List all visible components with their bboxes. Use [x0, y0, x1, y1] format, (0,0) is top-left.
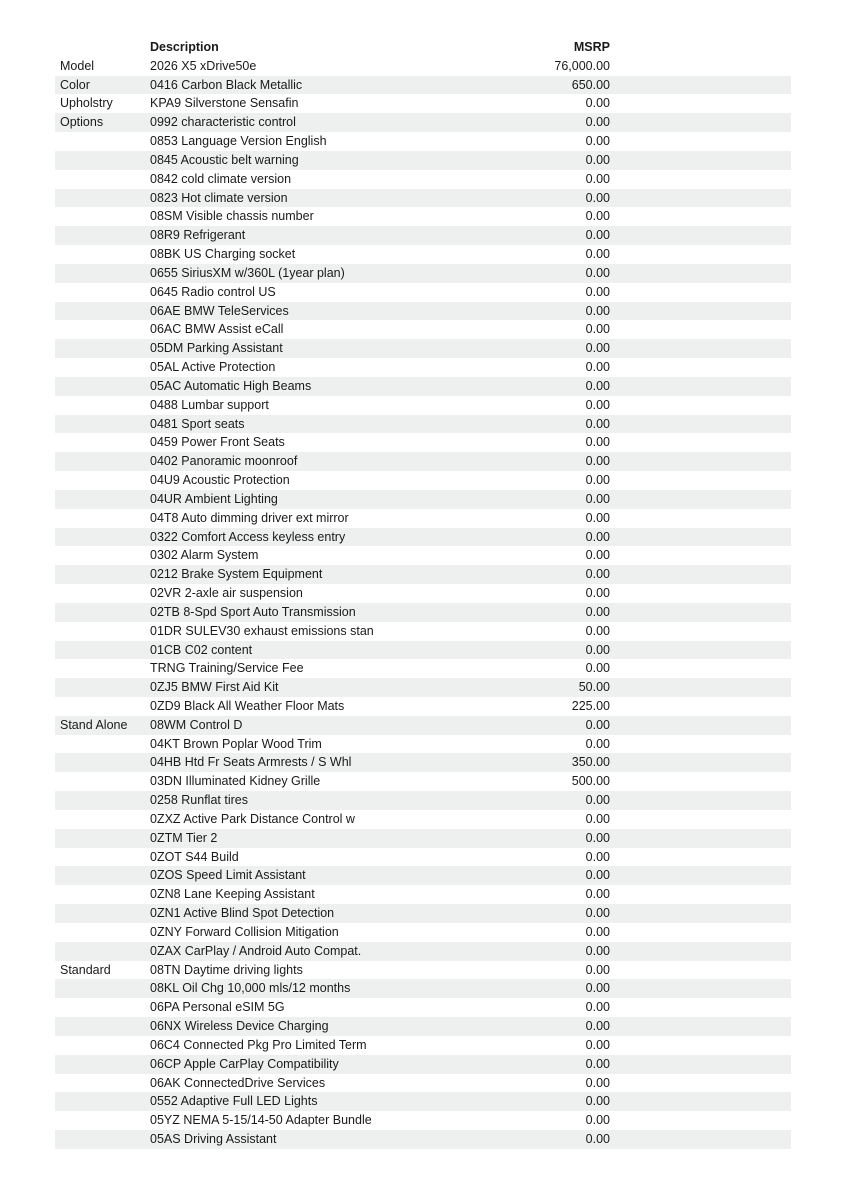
category-cell [55, 829, 150, 848]
msrp-cell: 0.00 [585, 228, 610, 243]
table-row [55, 490, 791, 509]
msrp-cell: 0.00 [585, 322, 610, 337]
msrp-cell: 0.00 [585, 510, 610, 525]
category-cell [55, 358, 150, 377]
table-row [55, 697, 791, 716]
category-cell [55, 866, 150, 885]
description-cell: 01CB C02 content [150, 642, 253, 657]
msrp-cell: 350.00 [571, 755, 610, 770]
msrp-cell: 0.00 [585, 717, 610, 732]
row-spacer [610, 1111, 791, 1130]
table-row [55, 961, 791, 980]
msrp-cell: 0.00 [585, 943, 610, 958]
table-row [55, 113, 791, 132]
category-cell [55, 1130, 150, 1149]
table-row [55, 1130, 791, 1149]
description-cell: 04U9 Acoustic Protection [150, 473, 290, 488]
description-cell: 2026 X5 xDrive50e [150, 58, 257, 73]
description-cell: 0853 Language Version English [150, 134, 327, 149]
msrp-cell: 0.00 [585, 962, 610, 977]
row-spacer [610, 942, 791, 961]
table-row [55, 471, 791, 490]
row-spacer [610, 189, 791, 208]
category-cell [55, 641, 150, 660]
msrp-cell: 0.00 [585, 1132, 610, 1147]
row-spacer [610, 302, 791, 321]
description-cell: 0842 cold climate version [150, 171, 292, 186]
row-spacer [610, 1092, 791, 1111]
msrp-cell: 0.00 [585, 849, 610, 864]
description-cell: 08TN Daytime driving lights [150, 962, 303, 977]
description-cell: 05AL Active Protection [150, 360, 276, 375]
table-row [55, 565, 791, 584]
description-cell: 04KT Brown Poplar Wood Trim [150, 736, 322, 751]
table-row [55, 283, 791, 302]
category-cell [55, 810, 150, 829]
category-cell [55, 1036, 150, 1055]
category-cell [55, 528, 150, 547]
category-cell [55, 1017, 150, 1036]
description-cell: 0ZNY Forward Collision Mitigation [150, 924, 339, 939]
category-cell [55, 189, 150, 208]
msrp-cell: 0.00 [585, 473, 610, 488]
table-row [55, 942, 791, 961]
msrp-cell: 0.00 [585, 171, 610, 186]
category-cell [55, 546, 150, 565]
table-row [55, 659, 791, 678]
category-cell: Standard [60, 962, 111, 977]
msrp-cell: 0.00 [585, 887, 610, 902]
table-row [55, 207, 791, 226]
description-cell: 0488 Lumbar support [150, 397, 269, 412]
category-cell [55, 264, 150, 283]
table-row [55, 245, 791, 264]
table-row [55, 885, 791, 904]
msrp-cell: 0.00 [585, 435, 610, 450]
row-spacer [610, 471, 791, 490]
table-row [55, 1055, 791, 1074]
table-row [55, 509, 791, 528]
category-cell [55, 923, 150, 942]
table-row [55, 1017, 791, 1036]
table-row [55, 433, 791, 452]
table-row [55, 452, 791, 471]
category-cell: Stand Alone [60, 717, 128, 732]
msrp-cell: 0.00 [585, 548, 610, 563]
table-row [55, 866, 791, 885]
msrp-cell: 0.00 [585, 152, 610, 167]
row-spacer [610, 490, 791, 509]
description-cell: 05AC Automatic High Beams [150, 378, 312, 393]
row-spacer [610, 998, 791, 1017]
row-spacer [610, 1074, 791, 1093]
description-cell: 05AS Driving Assistant [150, 1132, 277, 1147]
row-spacer [610, 132, 791, 151]
description-cell: 08BK US Charging socket [150, 247, 296, 262]
category-cell [55, 1092, 150, 1111]
msrp-cell: 0.00 [585, 567, 610, 582]
description-cell: 0655 SiriusXM w/360L (1year plan) [150, 265, 345, 280]
msrp-cell: 0.00 [585, 454, 610, 469]
category-cell [55, 415, 150, 434]
msrp-cell: 0.00 [585, 830, 610, 845]
msrp-cell: 0.00 [585, 586, 610, 601]
row-spacer [610, 753, 791, 772]
msrp-cell: 0.00 [585, 1113, 610, 1128]
description-cell: 0416 Carbon Black Metallic [150, 77, 303, 92]
table-row [55, 603, 791, 622]
description-cell: 06NX Wireless Device Charging [150, 1019, 329, 1034]
category-cell [55, 998, 150, 1017]
row-spacer [610, 509, 791, 528]
msrp-cell: 0.00 [585, 642, 610, 657]
row-spacer [610, 1017, 791, 1036]
msrp-cell: 0.00 [585, 284, 610, 299]
msrp-cell: 0.00 [585, 360, 610, 375]
description-cell: 0552 Adaptive Full LED Lights [150, 1094, 318, 1109]
description-cell: 0322 Comfort Access keyless entry [150, 529, 346, 544]
description-cell: 06PA Personal eSIM 5G [150, 1000, 285, 1015]
description-cell: 04HB Htd Fr Seats Armrests / S Whl [150, 755, 352, 770]
table-header-row [55, 38, 791, 57]
category-cell [55, 772, 150, 791]
table-row [55, 1036, 791, 1055]
msrp-cell: 0.00 [585, 924, 610, 939]
category-cell [55, 377, 150, 396]
category-cell [55, 791, 150, 810]
description-cell: 05YZ NEMA 5-15/14-50 Adapter Bundle [150, 1113, 372, 1128]
table-row [55, 377, 791, 396]
description-cell: 0992 characteristic control [150, 115, 296, 130]
msrp-cell: 500.00 [571, 774, 610, 789]
row-spacer [610, 1036, 791, 1055]
category-cell: Model [60, 58, 95, 73]
description-cell: 0212 Brake System Equipment [150, 567, 323, 582]
category-column-header [55, 38, 150, 57]
description-cell: 08R9 Refrigerant [150, 228, 246, 243]
row-spacer [610, 528, 791, 547]
row-spacer [610, 226, 791, 245]
row-spacer [610, 546, 791, 565]
category-cell [55, 1111, 150, 1130]
row-spacer [610, 866, 791, 885]
row-spacer [610, 810, 791, 829]
description-cell: 0258 Runflat tires [150, 793, 248, 808]
category-cell: Options [60, 115, 104, 130]
table-row [55, 735, 791, 754]
msrp-cell: 0.00 [585, 811, 610, 826]
table-row [55, 998, 791, 1017]
table-row [55, 641, 791, 660]
row-spacer [610, 829, 791, 848]
description-cell: 03DN Illuminated Kidney Grille [150, 774, 321, 789]
msrp-cell: 0.00 [585, 1037, 610, 1052]
category-cell [55, 584, 150, 603]
description-cell: 0ZN1 Active Blind Spot Detection [150, 906, 335, 921]
description-cell: KPA9 Silverstone Sensafin [150, 96, 299, 111]
table-row [55, 979, 791, 998]
row-spacer [610, 885, 791, 904]
category-cell [55, 490, 150, 509]
category-cell [55, 885, 150, 904]
table-row [55, 1074, 791, 1093]
description-cell: 06AC BMW Assist eCall [150, 322, 284, 337]
table-row [55, 528, 791, 547]
msrp-cell: 0.00 [585, 1075, 610, 1090]
row-spacer [610, 396, 791, 415]
category-cell [55, 904, 150, 923]
row-spacer [610, 151, 791, 170]
description-cell: 0ZJ5 BMW First Aid Kit [150, 680, 279, 695]
category-cell [55, 170, 150, 189]
description-cell: 0402 Panoramic moonroof [150, 454, 298, 469]
table-row [55, 302, 791, 321]
category-cell [55, 942, 150, 961]
table-row [55, 904, 791, 923]
table-row [55, 546, 791, 565]
table-row [55, 264, 791, 283]
description-cell: 08SM Visible chassis number [150, 209, 314, 224]
table-row [55, 339, 791, 358]
description-cell: TRNG Training/Service Fee [150, 661, 304, 676]
row-spacer [610, 791, 791, 810]
table-row [55, 772, 791, 791]
msrp-cell: 0.00 [585, 265, 610, 280]
category-cell [55, 979, 150, 998]
msrp-cell: 0.00 [585, 115, 610, 130]
table-row [55, 320, 791, 339]
category-cell [55, 339, 150, 358]
msrp-cell: 0.00 [585, 793, 610, 808]
row-spacer [610, 170, 791, 189]
description-cell: 04T8 Auto dimming driver ext mirror [150, 510, 349, 525]
msrp-cell: 0.00 [585, 397, 610, 412]
category-cell: Color [60, 77, 90, 92]
msrp-cell: 0.00 [585, 190, 610, 205]
table-row [55, 396, 791, 415]
category-cell [55, 452, 150, 471]
description-cell: 08WM Control D [150, 717, 243, 732]
description-cell: 0823 Hot climate version [150, 190, 288, 205]
row-spacer [610, 358, 791, 377]
category-cell [55, 245, 150, 264]
table-row [55, 678, 791, 697]
description-cell: 05DM Parking Assistant [150, 341, 283, 356]
category-cell [55, 753, 150, 772]
category-cell [55, 1055, 150, 1074]
table-row [55, 923, 791, 942]
spec-table-body [55, 57, 791, 1149]
msrp-cell: 0.00 [585, 1000, 610, 1015]
msrp-cell: 0.00 [585, 378, 610, 393]
description-cell: 0ZN8 Lane Keeping Assistant [150, 887, 315, 902]
row-spacer [610, 603, 791, 622]
row-spacer [610, 339, 791, 358]
category-cell [55, 302, 150, 321]
row-spacer [610, 415, 791, 434]
description-cell: 0645 Radio control US [150, 284, 276, 299]
table-row [55, 170, 791, 189]
table-row [55, 57, 791, 76]
msrp-cell: 76,000.00 [554, 58, 610, 73]
msrp-cell: 0.00 [585, 906, 610, 921]
category-cell [55, 678, 150, 697]
category-cell [55, 697, 150, 716]
msrp-cell: 0.00 [585, 134, 610, 149]
row-spacer [610, 565, 791, 584]
category-cell [55, 433, 150, 452]
msrp-cell: 0.00 [585, 1056, 610, 1071]
row-spacer [610, 1055, 791, 1074]
category-cell [55, 509, 150, 528]
msrp-cell: 225.00 [571, 698, 610, 713]
row-spacer [610, 94, 791, 113]
description-cell: 06CP Apple CarPlay Compatibility [150, 1056, 339, 1071]
row-spacer [610, 772, 791, 791]
description-cell: 01DR SULEV30 exhaust emissions stan [150, 623, 374, 638]
row-spacer [610, 57, 791, 76]
msrp-cell: 0.00 [585, 416, 610, 431]
msrp-cell: 0.00 [585, 341, 610, 356]
table-row [55, 810, 791, 829]
header-spacer [610, 38, 791, 57]
row-spacer [610, 979, 791, 998]
description-cell: 02TB 8-Spd Sport Auto Transmission [150, 604, 356, 619]
row-spacer [610, 697, 791, 716]
category-cell [55, 320, 150, 339]
row-spacer [610, 641, 791, 660]
table-row [55, 94, 791, 113]
description-cell: 0ZXZ Active Park Distance Control w [150, 811, 355, 826]
row-spacer [610, 113, 791, 132]
row-spacer [610, 76, 791, 95]
table-row [55, 1092, 791, 1111]
category-cell [55, 207, 150, 226]
row-spacer [610, 283, 791, 302]
table-row [55, 151, 791, 170]
msrp-cell: 0.00 [585, 661, 610, 676]
msrp-cell: 0.00 [585, 981, 610, 996]
description-cell: 02VR 2-axle air suspension [150, 586, 303, 601]
category-cell [55, 735, 150, 754]
vehicle-spec-table [55, 38, 791, 1149]
row-spacer [610, 1130, 791, 1149]
msrp-cell: 0.00 [585, 1019, 610, 1034]
row-spacer [610, 320, 791, 339]
table-row [55, 1111, 791, 1130]
category-cell [55, 226, 150, 245]
row-spacer [610, 622, 791, 641]
msrp-cell: 0.00 [585, 491, 610, 506]
row-spacer [610, 207, 791, 226]
description-column-header: Description [150, 40, 219, 54]
category-cell [55, 1074, 150, 1093]
category-cell [55, 132, 150, 151]
row-spacer [610, 452, 791, 471]
table-row [55, 791, 791, 810]
description-cell: 0ZAX CarPlay / Android Auto Compat. [150, 943, 362, 958]
msrp-cell: 0.00 [585, 529, 610, 544]
description-cell: 0ZOS Speed Limit Assistant [150, 868, 306, 883]
category-cell [55, 848, 150, 867]
table-row [55, 753, 791, 772]
table-row [55, 76, 791, 95]
category-cell [55, 603, 150, 622]
description-cell: 0ZD9 Black All Weather Floor Mats [150, 698, 345, 713]
msrp-cell: 0.00 [585, 604, 610, 619]
row-spacer [610, 245, 791, 264]
description-cell: 06AK ConnectedDrive Services [150, 1075, 326, 1090]
table-row [55, 716, 791, 735]
row-spacer [610, 264, 791, 283]
table-row [55, 132, 791, 151]
category-cell [55, 471, 150, 490]
msrp-cell: 0.00 [585, 303, 610, 318]
row-spacer [610, 716, 791, 735]
row-spacer [610, 904, 791, 923]
row-spacer [610, 923, 791, 942]
msrp-cell: 0.00 [585, 868, 610, 883]
row-spacer [610, 961, 791, 980]
row-spacer [610, 678, 791, 697]
description-cell: 0ZOT S44 Build [150, 849, 239, 864]
table-row [55, 829, 791, 848]
description-cell: 04UR Ambient Lighting [150, 491, 278, 506]
category-cell [55, 565, 150, 584]
category-cell [55, 659, 150, 678]
msrp-cell: 0.00 [585, 1094, 610, 1109]
description-cell: 0302 Alarm System [150, 548, 259, 563]
table-row [55, 415, 791, 434]
row-spacer [610, 848, 791, 867]
table-row [55, 189, 791, 208]
table-row [55, 622, 791, 641]
category-cell [55, 622, 150, 641]
msrp-cell: 0.00 [585, 247, 610, 262]
msrp-cell: 50.00 [578, 680, 610, 695]
row-spacer [610, 433, 791, 452]
description-cell: 0ZTM Tier 2 [150, 830, 218, 845]
description-cell: 08KL Oil Chg 10,000 mls/12 months [150, 981, 351, 996]
msrp-cell: 650.00 [571, 77, 610, 92]
category-cell [55, 151, 150, 170]
description-cell: 06C4 Connected Pkg Pro Limited Term [150, 1037, 367, 1052]
table-row [55, 584, 791, 603]
row-spacer [610, 659, 791, 678]
row-spacer [610, 584, 791, 603]
table-row [55, 848, 791, 867]
msrp-cell: 0.00 [585, 736, 610, 751]
category-cell: Upholstry [60, 96, 113, 111]
msrp-cell: 0.00 [585, 96, 610, 111]
msrp-cell: 0.00 [585, 209, 610, 224]
description-cell: 0481 Sport seats [150, 416, 245, 431]
table-row [55, 226, 791, 245]
row-spacer [610, 377, 791, 396]
msrp-column-header: MSRP [573, 40, 610, 54]
table-row [55, 358, 791, 377]
category-cell [55, 283, 150, 302]
description-cell: 06AE BMW TeleServices [150, 303, 289, 318]
description-cell: 0845 Acoustic belt warning [150, 152, 299, 167]
msrp-cell: 0.00 [585, 623, 610, 638]
description-cell: 0459 Power Front Seats [150, 435, 285, 450]
row-spacer [610, 735, 791, 754]
category-cell [55, 396, 150, 415]
